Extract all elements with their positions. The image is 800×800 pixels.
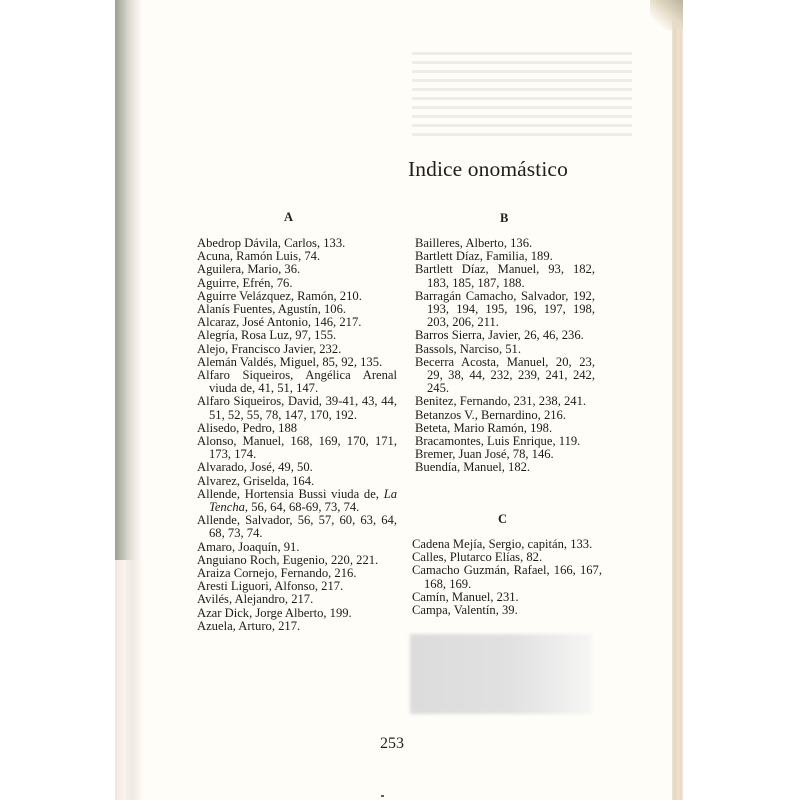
index-entry: Camacho Guzmán, Rafael, 166, 167, 168, 169. [412, 563, 602, 591]
index-entry: Beteta, Mario Ramón, 198. [415, 420, 553, 435]
index-entry: Cadena Mejía, Sergio, capitán, 133. [412, 537, 593, 551]
index-entry: Alemán Valdés, Miguel, 85, 92, 135. [197, 354, 383, 369]
index-entry: Aresti Liguori, Alfonso, 217. [197, 579, 344, 594]
index-entry: Allende, Salvador, 56, 57, 60, 63, 64, 68, 73, 74. [197, 513, 397, 541]
index-entry: Bartlett Díaz, Familia, 189. [415, 249, 553, 264]
index-entry: Aguirre Velázquez, Ramón, 210. [197, 288, 362, 303]
index-entry-allende-hortensia [197, 488, 397, 514]
index-entry: Bailleres, Alberto, 136. [415, 236, 533, 250]
index-entry: Avilés, Alejandro, 217. [197, 592, 314, 607]
entry-pages: , 56, 64, 68-69, 73, 74. [244, 500, 360, 515]
index-entry: Barros Sierra, Javier, 26, 46, 236. [415, 328, 584, 343]
index-entry: Anguiano Roch, Eugenio, 220, 221. [197, 552, 379, 567]
index-entry: Alegría, Rosa Luz, 97, 155. [197, 328, 337, 343]
section-heading-b: B [500, 211, 509, 225]
index-entry: Amaro, Joaquín, 91. [197, 539, 300, 554]
index-entry: Aguilera, Mario, 36. [197, 262, 301, 277]
index-entry: Bracamontes, Luis Enrique, 119. [415, 434, 581, 449]
index-entry: Calles, Plutarco Elías, 82. [412, 550, 543, 565]
index-entry: Alanís Fuentes, Agustín, 106. [197, 302, 347, 317]
blurred-redaction [410, 634, 592, 714]
entry-alias: La Tencha [209, 486, 397, 515]
index-column-a [197, 237, 397, 633]
index-entry: Alvarado, José, 49, 50. [197, 460, 313, 475]
index-column-c [412, 538, 602, 617]
index-entry: Buendía, Manuel, 182. [415, 460, 531, 475]
page-edge-right [672, 0, 683, 800]
index-entry: Alcaraz, José Antonio, 146, 217. [197, 315, 362, 330]
index-entry: Alejo, Francisco Javier, 232. [197, 341, 342, 356]
index-entry: Barragán Camacho, Salvador, 192, 193, 194, 195, 196, 197, 198, 203, 206, 211. [415, 288, 595, 330]
index-entry: Alvarez, Griselda, 164. [197, 473, 315, 488]
index-entry: Alfaro Siqueiros, Angélica Arenal viuda de, 41, 51, 147. [197, 368, 397, 396]
index-entry: Azuela, Arturo, 217. [197, 618, 301, 633]
entry-head: Allende, Hortensia Bussi viuda de, [197, 486, 379, 501]
index-entry: Araiza Cornejo, Fernando, 216. [197, 566, 357, 581]
index-entry: Azar Dick, Jorge Alberto, 199. [197, 605, 352, 620]
page-number: 253 [380, 735, 404, 752]
index-entry: Aguirre, Efrén, 76. [197, 275, 293, 290]
index-entry: Becerra Acosta, Manuel, 20, 23, 29, 38, 44, 232, 239, 241, 242, 245. [415, 354, 595, 396]
index-entry: Benitez, Fernando, 231, 238, 241. [415, 394, 587, 409]
section-heading-c: C [498, 512, 508, 526]
index-entry: Bremer, Juan José, 78, 146. [415, 447, 554, 462]
index-entry: Alfaro Siqueiros, David, 39-41, 43, 44, 51, 52, 55, 78, 147, 170, 192. [197, 394, 397, 422]
index-entry: Bartlett Díaz, Manuel, 93, 182, 183, 185, 187, 188. [415, 262, 595, 290]
bleed-through-text [412, 52, 632, 138]
index-column-b [415, 237, 595, 475]
paper-speck [381, 795, 384, 797]
index-entry: Betanzos V., Bernardino, 216. [415, 407, 566, 422]
index-entry: Camín, Manuel, 231. [412, 589, 519, 604]
binding-shadow-lower [115, 560, 143, 800]
index-entry: Campa, Valentín, 39. [412, 603, 518, 618]
index-entry: Bassols, Narciso, 51. [415, 341, 521, 356]
page-corner-shadow [650, 0, 683, 30]
index-entry: Abedrop Dávila, Carlos, 133. [197, 236, 346, 250]
section-heading-a: A [284, 210, 294, 224]
index-entry: Alonso, Manuel, 168, 169, 170, 171, 173, 174. [197, 434, 397, 462]
index-entry: Acuna, Ramón Luis, 74. [197, 249, 321, 264]
index-entry: Alisedo, Pedro, 188 [197, 420, 298, 435]
page-title: Indice onomástico [408, 157, 568, 181]
